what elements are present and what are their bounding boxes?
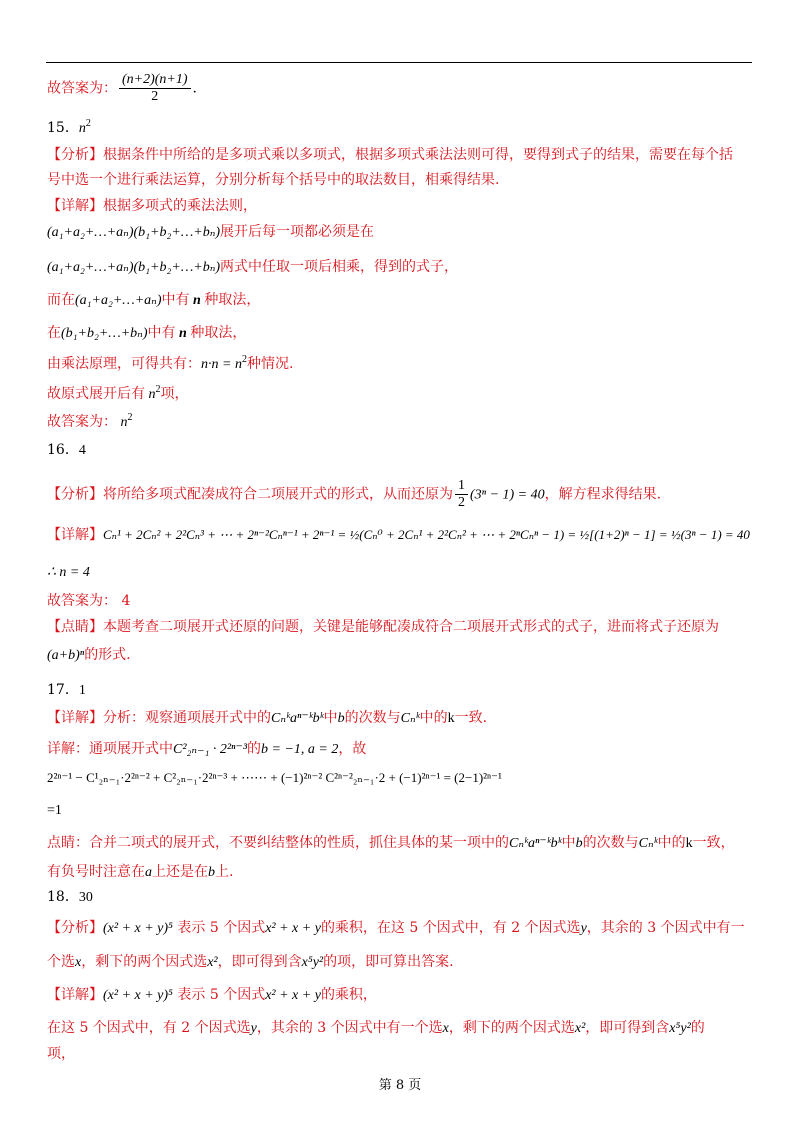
q16-comment-line2: (a+b)ⁿ的形式. [47,647,131,663]
q15-detail-line4: 而在(a₁+a₂+…+aₙ)中有 n 种取法， [47,292,261,308]
math-expression: (a+b)ⁿ [47,648,85,663]
q15-detail-line7: 故原式展开后有 $n^2$项， [47,384,189,402]
q15-detail-line6: 由乘法原理，可得共有：$n\cdot n = n^2$种情况. [47,354,294,372]
math-expression: (a₁+a₂+…+aₙ)(b₁+b₂+…+bₙ) [47,260,221,275]
q15-analysis-line2: 号中选一个进行乘法运算，分别分析每个括号中的取法数目，相乘得结果. [47,172,500,188]
detail-tag: 【详解】 [47,710,103,726]
header-rule [46,62,752,63]
math-expression: Cₙᵏaⁿ⁻ᵏbᵏ [509,836,562,851]
q16-answer-line: 故答案为： 4 [47,593,131,609]
q15-detail-line3: (a₁+a₂+…+aₙ)(b₁+b₂+…+bₙ)两式中任取一项后相乘，得到的式子， [47,259,459,275]
math-expression: (b₁+b₂+…+bₙ) [61,326,148,341]
q15-detail-line2: (a₁+a₂+…+aₙ)(b₁+b₂+…+bₙ)展开后每一项都必须是在 [47,224,375,240]
q18-header: 18．30 [47,889,93,905]
q17-header: 17．1 [47,682,86,698]
q15-detail-line1: 【详解】根据多项式的乘法法则， [47,198,257,214]
math-expression: C²₂ₙ₋₁ · 2²ⁿ⁻³ [173,742,248,757]
question-number: 15． [47,120,79,136]
q15-answer-line: 故答案为： $n^2$ [47,412,133,430]
math-expression: (3ⁿ − 1) = 40 [470,487,545,503]
q17-long-expression: 2²ⁿ⁻¹ − C¹₂ₙ₋₁·2²ⁿ⁻² + C²₂ₙ₋₁·2²ⁿ⁻³ + ⋯⋯ + (−1)²ⁿ⁻² C²ⁿ⁻²₂ₙ₋₁·2 + (−1)²ⁿ⁻¹ = (2−1)²ⁿ⁻¹ [47,770,502,785]
question-number: 16． [47,442,79,458]
q16-header: 16．4 [47,442,86,458]
math-expression: (x² + x + y)⁵ [103,921,173,936]
analysis-tag: 【分析】 [47,486,103,503]
answer-prefix: 故答案为： [47,80,117,97]
math-expression: Cₙᵏaⁿ⁻ᵏbᵏ [271,711,324,726]
q15-header: 15．$n^2$ [47,118,91,136]
q18-detail-line2: 在这 5 个因式中，有 2 个因式选y，其余的 3 个因式中有一个选x，剩下的两个因式选x²，即可得到含x⁵y²的 [47,1020,705,1036]
analysis-tag: 【分析】 [47,920,103,936]
q17-comment-line2: 有负号时注意在a上还是在b上. [47,864,234,880]
detail-tag: 【详解】 [47,987,103,1003]
detail-tag: 【详解】 [47,198,103,214]
q15-analysis-line1: 【分析】根据条件中所给的是多项式乘以多项式，根据多项式乘法法则可得，要得到式子的结果，需要在每个括 [47,147,733,163]
q17-detail-line2: 详解：通项展开式中C²₂ₙ₋₁ · 2²ⁿ⁻³的b = −1, a = 2，故 [47,741,367,757]
q16-therefore: ∴ n = 4 [47,565,90,580]
answer-fraction: $\frac{(n+2)(n+1)}{2}$ [119,72,191,105]
q16-detail-line [47,525,750,545]
math-expression: n·n = n [201,357,242,372]
q18-detail-line1: 【详解】(x² + x + y)⁵ 表示 5 个因式x² + x + y的乘积， [47,987,377,1003]
q18-detail-line3: 项， [47,1046,75,1062]
q18-analysis-line2: 个选x，剩下的两个因式选x²，即可得到含x⁵y²的项，即可算出答案. [47,954,454,970]
q16-analysis-line: 【分析】将所给多项式配凑成符合二项展开式的形式，从而还原为 $\frac{1}{2}$ (3ⁿ − 1) = 40，解方程求得结果. [47,478,662,510]
prev-answer-line: 故答案为： $\frac{(n+2)(n+1)}{2}$ . [47,72,197,104]
comment-tag: 【点睛】 [47,619,103,635]
question-number: 18． [47,889,79,905]
q16-comment-line1: 【点睛】本题考查二项展开式还原的问题，关键是能够配凑成符合二项展开式形式的式子，进而将式子还原为 [47,619,719,635]
math-expression: (x² + x + y)⁵ [103,988,173,1003]
q17-detail-line1: 【详解】分析：观察通项展开式中的Cₙᵏaⁿ⁻ᵏbᵏ中b的次数与Cₙᵏ中的k一致. [47,710,488,726]
q17-result: =1 [47,803,62,818]
math-expression: (a₁+a₂+…+aₙ) [75,293,162,308]
math-expression: Cₙ¹ + 2Cₙ² + 2²Cₙ³ + ⋯ + 2ⁿ⁻²Cₙⁿ⁻¹ + 2ⁿ⁻¹ = ½(Cₙ⁰ + 2Cₙ¹ + 2²Cₙ² + ⋯ + 2ⁿCₙⁿ − 1) = ½[(1+2)ⁿ − 1] = ½(3ⁿ − 1) = 40 [103,527,750,542]
analysis-tag: 【分析】 [47,147,103,163]
question-number: 17． [47,682,79,698]
q18-analysis-line1: 【分析】(x² + x + y)⁵ 表示 5 个因式x² + x + y的乘积，在这 5 个因式中，有 2 个因式选y，其余的 3 个因式中有一 [47,920,745,936]
math-expression: (a₁+a₂+…+aₙ)(b₁+b₂+…+bₙ) [47,225,221,240]
q15-detail-line5: 在(b₁+b₂+…+bₙ)中有 n 种取法， [47,325,247,341]
page-footer: 第 8 页 [378,1078,422,1093]
q17-comment-line1: 点睛：合并二项式的展开式，不要纠结整体的性质，抓住具体的某一项中的Cₙᵏaⁿ⁻ᵏbᵏ中b的次数与Cₙᵏ中的k一致， [47,835,735,851]
detail-tag: 【详解】 [47,527,103,543]
